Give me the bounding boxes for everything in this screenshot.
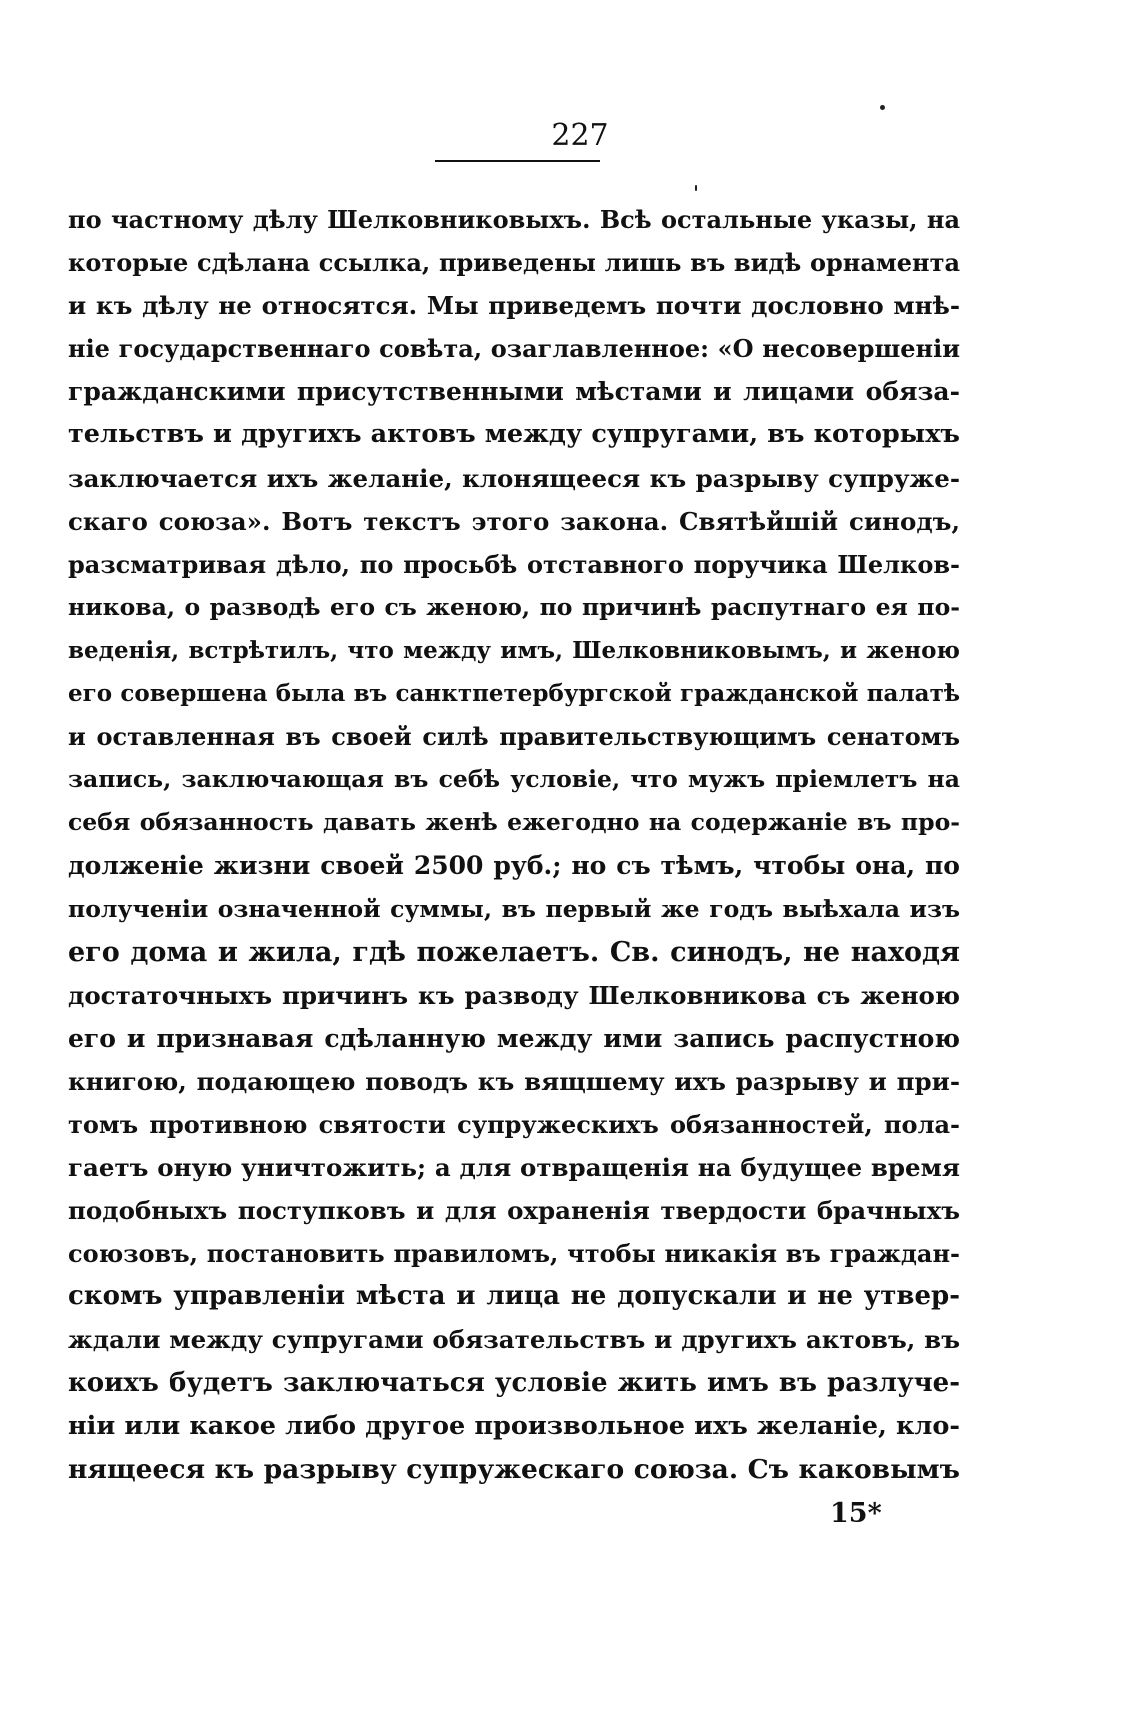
text-line: подобныхъ поступковъ и для охраненія твердости брачныхъ bbox=[68, 1196, 960, 1226]
text-line: гражданскими присутственными мѣстами и лицами обяза- bbox=[68, 377, 960, 407]
ink-speck bbox=[880, 105, 885, 110]
text-line: и оставленная въ своей силѣ правительствующимъ сенатомъ bbox=[68, 722, 960, 752]
text-line: его дома и жила, гдѣ пожелаетъ. Св. синодъ, не находя bbox=[68, 936, 960, 968]
text-line: скаго союза». Вотъ текстъ этого закона. Святѣйшій синодъ, bbox=[68, 506, 960, 536]
text-line: ніе государственнаго совѣта, озаглавленное: «О несовершеніи bbox=[68, 334, 960, 364]
text-line: скомъ управленіи мѣста и лица не допускали и не утвер- bbox=[68, 1281, 960, 1312]
text-line: книгою, подающею поводъ къ вящшему ихъ разрыву и при- bbox=[68, 1066, 960, 1096]
page-number: 227 bbox=[551, 118, 609, 153]
text-line: достаточныхъ причинъ къ разводу Шелковникова съ женою bbox=[68, 980, 960, 1010]
text-line: и къ дѣлу не относятся. Мы приведемъ почти дословно мнѣ- bbox=[68, 291, 960, 321]
text-line: долженіе жизни своей 2500 руб.; но съ тѣмъ, чтобы она, по bbox=[68, 851, 960, 881]
text-line: которые сдѣлана ссылка, приведены лишь въ видѣ орнамента bbox=[68, 248, 960, 278]
text-line: ніи или какое либо другое произвольное ихъ желаніе, кло- bbox=[68, 1410, 960, 1441]
text-line: нящееся къ разрыву супружескаго союза. Съ каковымъ bbox=[68, 1453, 960, 1485]
text-line: союзовъ, постановить правиломъ, чтобы никакія въ граждан- bbox=[68, 1239, 960, 1269]
text-line: полученіи означенной суммы, въ первый же годъ выѣхала изъ bbox=[68, 894, 960, 923]
text-line: никова, о разводѣ его съ женою, по причинѣ распутнаго ея по- bbox=[68, 592, 960, 621]
text-line: коихъ будетъ заключаться условіе жить имъ въ разлуче- bbox=[68, 1367, 960, 1398]
body-text bbox=[68, 198, 960, 1491]
text-line: гаетъ оную уничтожить; а для отвращенія на будущее время bbox=[68, 1153, 960, 1183]
signature-mark: 15* bbox=[830, 1498, 882, 1529]
text-line: тельствъ и другихъ актовъ между супругами, въ которыхъ bbox=[68, 419, 960, 450]
text-line: по частному дѣлу Шелковниковыхъ. Всѣ остальные указы, на bbox=[68, 205, 960, 234]
text-line: веденія, встрѣтилъ, что между имъ, Шелковниковымъ, и женою bbox=[68, 636, 960, 664]
text-line: его и признавая сдѣланную между ими запись распустною bbox=[68, 1023, 960, 1053]
text-line: томъ противною святости супружескихъ обязанностей, пола- bbox=[68, 1109, 960, 1139]
text-line: его совершена была въ санктпетербургской гражданской палатѣ bbox=[68, 680, 960, 708]
text-line: запись, заключающая въ себѣ условіе, что мужъ пріемлетъ на bbox=[68, 765, 960, 794]
text-line: заключается ихъ желаніе, клонящееся къ разрыву супруже- bbox=[68, 463, 960, 493]
text-line: разсматривая дѣло, по просьбѣ отставного поручика Шелков- bbox=[68, 549, 960, 579]
text-line: ждали между супругами обязательствъ и другихъ актовъ, въ bbox=[68, 1325, 960, 1355]
ink-speck bbox=[695, 185, 697, 191]
text-line: себя обязанность давать женѣ ежегодно на содержаніе въ про- bbox=[68, 808, 960, 837]
header-rule bbox=[435, 160, 600, 162]
